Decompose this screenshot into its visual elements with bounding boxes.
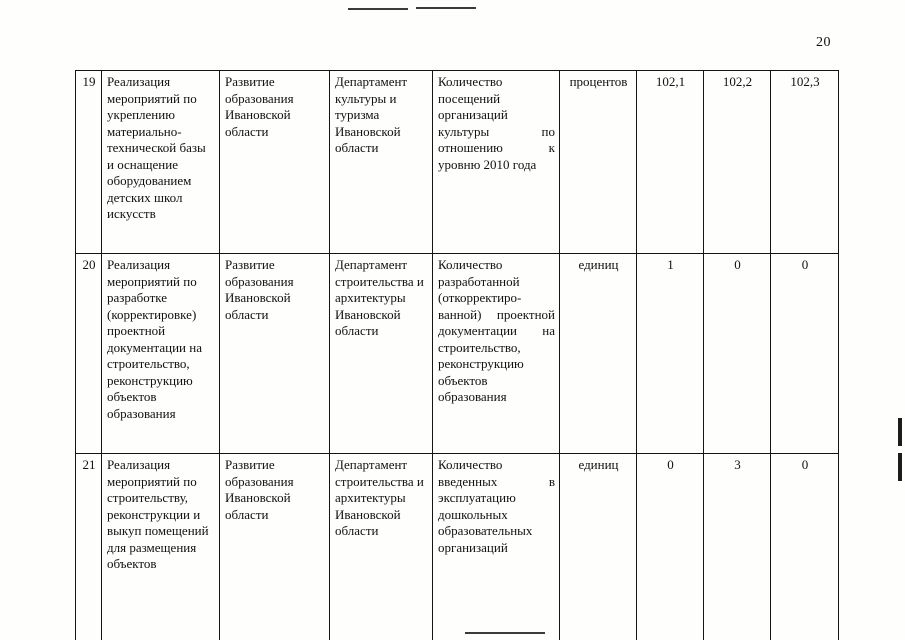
cell-program: Развитие образования Ивановской области — [220, 71, 330, 254]
table-row — [76, 254, 839, 454]
cell-row-number: 19 — [76, 71, 102, 254]
cell-indicator: Количество разработанной (откорректиро-ванной) проектной документации на строительство, реконструкцию объектов образования — [433, 254, 560, 454]
cell-value-2: 102,2 — [704, 71, 771, 254]
scan-artifact-right-upper — [898, 418, 902, 446]
cell-unit: процентов — [560, 71, 637, 254]
cell-unit: единиц — [560, 454, 637, 640]
cell-department: Департамент культуры и туризма Ивановской области — [330, 71, 433, 254]
cell-value-2: 0 — [704, 254, 771, 454]
cell-activity: Реализация мероприятий по разработке (корректировке) проектной документации на строительство, реконструкцию объектов образования — [102, 254, 220, 454]
page-number: 20 — [816, 35, 831, 50]
cell-value-3: 0 — [771, 454, 839, 640]
cell-department: Департамент строительства и архитектуры Ивановской области — [330, 454, 433, 640]
cell-value-2: 3 — [704, 454, 771, 640]
cell-program: Развитие образования Ивановской области — [220, 454, 330, 640]
scan-artifact-right-lower — [898, 453, 902, 481]
cell-activity: Реализация мероприятий по укреплению материально-технической базы и оснащение оборудованием детских школ искусств — [102, 71, 220, 254]
cell-value-1: 102,1 — [637, 71, 704, 254]
cell-value-3: 102,3 — [771, 71, 839, 254]
table-row — [76, 71, 839, 254]
cell-row-number: 20 — [76, 254, 102, 454]
scan-artifact-bottom — [465, 632, 545, 634]
cell-department: Департамент строительства и архитектуры Ивановской области — [330, 254, 433, 454]
cell-activity: Реализация мероприятий по строительству, реконструкции и выкуп помещений для размещения объектов — [102, 454, 220, 640]
cell-indicator: Количество посещений организаций культуры по отношению к уровню 2010 года — [433, 71, 560, 254]
cell-value-1: 0 — [637, 454, 704, 640]
cell-indicator: Количество введенных в эксплуатацию дошкольных образовательных организаций — [433, 454, 560, 640]
cell-unit: единиц — [560, 254, 637, 454]
scan-artifact-top-left — [348, 8, 408, 10]
table-row — [76, 454, 839, 640]
scan-artifact-top-right — [416, 7, 476, 9]
cell-program: Развитие образования Ивановской области — [220, 254, 330, 454]
cell-value-3: 0 — [771, 254, 839, 454]
measures-table — [75, 70, 839, 640]
cell-row-number: 21 — [76, 454, 102, 640]
cell-value-1: 1 — [637, 254, 704, 454]
